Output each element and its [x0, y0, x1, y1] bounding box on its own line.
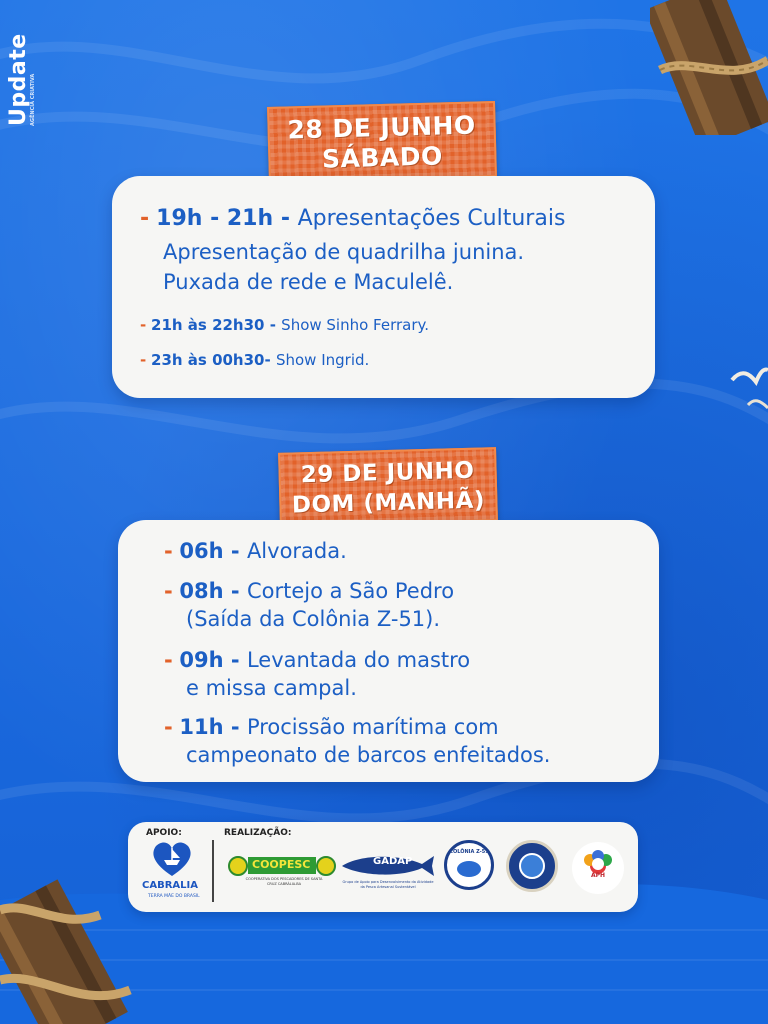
day1-date: 28 DE JUNHO	[287, 110, 477, 145]
day1-item-3-time: 23h às 00h30	[151, 351, 265, 369]
day2-item-3-sep: -	[223, 648, 247, 672]
day1-item-1-sep: -	[273, 206, 298, 231]
day2-item-3-line2: e missa campal.	[186, 676, 357, 700]
day2-item-1-time: 06h	[179, 539, 224, 563]
colonia-seal	[444, 840, 494, 890]
apoio-label: APOIO:	[146, 828, 182, 838]
bullet-dash: -	[140, 206, 150, 231]
bullet-dash: -	[164, 648, 173, 672]
day1-item-2-title: Show Sinho Ferrary.	[281, 316, 430, 334]
day2-item-1	[164, 539, 347, 563]
sponsors-bar	[128, 822, 638, 912]
day2-item-4	[164, 715, 499, 739]
crate-rope-bottom-left	[0, 870, 140, 1024]
colonia-boat-icon	[457, 861, 481, 877]
day2-item-2-line2: (Saída da Colônia Z-51).	[186, 607, 441, 631]
compass-inner	[519, 853, 545, 879]
day2-item-4-sep: -	[223, 715, 247, 739]
day1-banner	[267, 101, 497, 183]
day2-item-3-time: 09h	[179, 648, 224, 672]
day2-item-2	[164, 579, 454, 603]
day2-item-2-time: 08h	[179, 579, 224, 603]
brand-tagline: AGÊNCIA CRIATIVA	[30, 73, 36, 126]
day1-item-1-time: 19h - 21h	[156, 206, 274, 231]
brand-name: Update	[6, 33, 31, 126]
day2-date: 29 DE JUNHO	[300, 457, 475, 489]
cabralia-tagline: TERRA MÃE DO BRASIL	[148, 894, 200, 899]
day1-item-1-title: Apresentações Culturais	[297, 206, 566, 231]
compass-seal-icon	[506, 840, 558, 892]
day1-item-2-sep: -	[264, 316, 282, 334]
day2-weekday: DOM (MANHÃ)	[291, 487, 486, 519]
day2-item-3	[164, 648, 470, 672]
sponsor-divider	[212, 840, 214, 902]
cabralia-name: CABRALIA	[142, 880, 198, 891]
day2-banner	[278, 447, 498, 527]
day2-item-3-line1: Levantada do mastro	[246, 648, 471, 672]
coopesc-sub: COOPERATIVA DOS PESCADORES DE SANTA CRUZ CABRÁLIA-BA	[245, 877, 323, 886]
bullet-dash: -	[140, 351, 147, 369]
day2-item-1-sep: -	[223, 539, 247, 563]
brand-logo	[6, 30, 36, 130]
day2-item-4-line1: Procissão marítima com	[246, 715, 499, 739]
colonia-name: COLÔNIA Z-51	[449, 849, 489, 855]
aph-logo	[572, 842, 624, 894]
day1-item-1	[140, 206, 565, 231]
coopesc-name: COOPESC	[252, 858, 311, 871]
crate-rope-top-right	[650, 0, 768, 135]
day2-item-2-sep: -	[223, 579, 247, 603]
day1-weekday: SÁBADO	[321, 141, 444, 174]
gadap-sub: Grupo de Apoio para Desenvolvimento da Atividade da Pesca Artesanal Sustentável	[342, 880, 434, 889]
gadap-name: GADAP	[373, 856, 413, 867]
day2-item-4-time: 11h	[179, 715, 224, 739]
day2-item-2-line1: Cortejo a São Pedro	[246, 579, 455, 603]
day1-item-3	[140, 351, 369, 369]
day2-item-1-line1: Alvorada.	[246, 539, 347, 563]
day1-item-1-detail-1: Apresentação de quadrilha junina.	[163, 240, 525, 264]
bullet-dash: -	[140, 316, 147, 334]
bullet-dash: -	[164, 539, 173, 563]
day1-item-3-title: Show Ingrid.	[275, 351, 370, 369]
day1-item-2	[140, 316, 429, 334]
aph-name: APH	[590, 872, 606, 879]
bullet-dash: -	[164, 715, 173, 739]
seagull-icon	[730, 350, 768, 420]
day2-item-4-line2: campeonato de barcos enfeitados.	[186, 743, 551, 767]
day1-item-2-time: 21h às 22h30	[151, 316, 265, 334]
cabralia-heart-icon	[150, 838, 194, 878]
day1-item-1-detail-2: Puxada de rede e Maculelê.	[163, 270, 454, 294]
bullet-dash: -	[164, 579, 173, 603]
realizacao-label: REALIZAÇÃO:	[224, 828, 292, 838]
day1-item-3-sep: -	[264, 351, 276, 369]
